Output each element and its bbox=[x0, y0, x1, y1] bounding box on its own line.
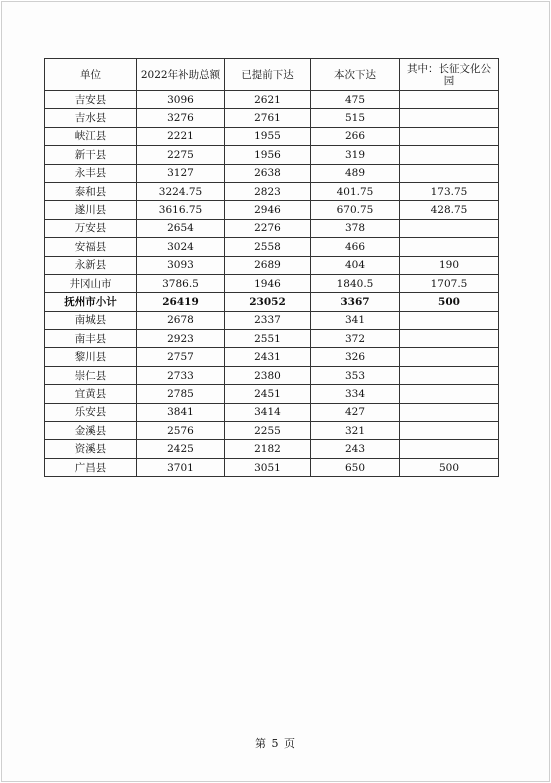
cell-advance: 1946 bbox=[225, 274, 311, 292]
cell-park bbox=[400, 109, 499, 127]
cell-total: 2785 bbox=[137, 385, 225, 403]
cell-park bbox=[400, 348, 499, 366]
cell-park bbox=[400, 91, 499, 109]
cell-unit: 抚州市小计 bbox=[45, 293, 137, 311]
header-row bbox=[45, 59, 499, 91]
cell-unit: 安福县 bbox=[45, 238, 137, 256]
cell-total: 2221 bbox=[137, 127, 225, 145]
cell-total: 3616.75 bbox=[137, 201, 225, 219]
cell-unit: 资溪县 bbox=[45, 440, 137, 458]
table-row bbox=[45, 366, 499, 384]
cell-total: 2576 bbox=[137, 422, 225, 440]
cell-park bbox=[400, 127, 499, 145]
cell-unit: 金溪县 bbox=[45, 422, 137, 440]
table-row bbox=[45, 330, 499, 348]
header-current: 本次下达 bbox=[311, 59, 400, 91]
cell-current: 404 bbox=[311, 256, 400, 274]
table-row bbox=[45, 201, 499, 219]
table-body bbox=[45, 91, 499, 477]
table-header bbox=[45, 59, 499, 91]
cell-current: 650 bbox=[311, 458, 400, 476]
table-row bbox=[45, 127, 499, 145]
cell-park bbox=[400, 440, 499, 458]
cell-park bbox=[400, 219, 499, 237]
cell-park bbox=[400, 238, 499, 256]
cell-advance: 2946 bbox=[225, 201, 311, 219]
cell-unit: 泰和县 bbox=[45, 182, 137, 200]
cell-current: 266 bbox=[311, 127, 400, 145]
cell-park: 1707.5 bbox=[400, 274, 499, 292]
cell-unit: 吉安县 bbox=[45, 91, 137, 109]
cell-current: 334 bbox=[311, 385, 400, 403]
table-row bbox=[45, 182, 499, 200]
cell-current: 466 bbox=[311, 238, 400, 256]
cell-current: 321 bbox=[311, 422, 400, 440]
cell-park: 173.75 bbox=[400, 182, 499, 200]
cell-current: 489 bbox=[311, 164, 400, 182]
cell-current: 1840.5 bbox=[311, 274, 400, 292]
cell-advance: 2638 bbox=[225, 164, 311, 182]
cell-advance: 2558 bbox=[225, 238, 311, 256]
cell-advance: 2761 bbox=[225, 109, 311, 127]
table-row bbox=[45, 311, 499, 329]
cell-unit: 吉水县 bbox=[45, 109, 137, 127]
cell-total: 2923 bbox=[137, 330, 225, 348]
table-row bbox=[45, 348, 499, 366]
cell-advance: 2380 bbox=[225, 366, 311, 384]
cell-total: 3786.5 bbox=[137, 274, 225, 292]
cell-total: 2654 bbox=[137, 219, 225, 237]
cell-advance: 1955 bbox=[225, 127, 311, 145]
cell-park: 428.75 bbox=[400, 201, 499, 219]
cell-unit: 南城县 bbox=[45, 311, 137, 329]
cell-total: 3701 bbox=[137, 458, 225, 476]
cell-total: 2757 bbox=[137, 348, 225, 366]
table-row bbox=[45, 293, 499, 311]
cell-unit: 井冈山市 bbox=[45, 274, 137, 292]
cell-unit: 广昌县 bbox=[45, 458, 137, 476]
cell-park bbox=[400, 311, 499, 329]
table-row bbox=[45, 440, 499, 458]
cell-current: 401.75 bbox=[311, 182, 400, 200]
cell-total: 3093 bbox=[137, 256, 225, 274]
cell-park bbox=[400, 403, 499, 421]
cell-total: 3127 bbox=[137, 164, 225, 182]
cell-park bbox=[400, 330, 499, 348]
cell-park: 500 bbox=[400, 293, 499, 311]
cell-current: 427 bbox=[311, 403, 400, 421]
cell-unit: 乐安县 bbox=[45, 403, 137, 421]
cell-total: 3024 bbox=[137, 238, 225, 256]
table-row bbox=[45, 458, 499, 476]
cell-unit: 新干县 bbox=[45, 146, 137, 164]
cell-total: 2275 bbox=[137, 146, 225, 164]
cell-advance: 2276 bbox=[225, 219, 311, 237]
cell-current: 326 bbox=[311, 348, 400, 366]
table-row bbox=[45, 256, 499, 274]
table-row bbox=[45, 91, 499, 109]
cell-park bbox=[400, 366, 499, 384]
cell-advance: 2255 bbox=[225, 422, 311, 440]
cell-total: 3841 bbox=[137, 403, 225, 421]
cell-current: 378 bbox=[311, 219, 400, 237]
page-number: 第 5 页 bbox=[255, 737, 296, 750]
cell-unit: 南丰县 bbox=[45, 330, 137, 348]
header-advance: 已提前下达 bbox=[225, 59, 311, 91]
header-long-march-park: 其中：长征文化公园 bbox=[400, 59, 499, 91]
cell-advance: 23052 bbox=[225, 293, 311, 311]
table-row bbox=[45, 274, 499, 292]
cell-current: 670.75 bbox=[311, 201, 400, 219]
cell-current: 341 bbox=[311, 311, 400, 329]
subsidy-table bbox=[44, 58, 499, 477]
cell-unit: 永丰县 bbox=[45, 164, 137, 182]
cell-unit: 遂川县 bbox=[45, 201, 137, 219]
cell-unit: 宜黄县 bbox=[45, 385, 137, 403]
cell-advance: 2551 bbox=[225, 330, 311, 348]
table-row bbox=[45, 385, 499, 403]
cell-total: 3276 bbox=[137, 109, 225, 127]
cell-park: 190 bbox=[400, 256, 499, 274]
cell-park bbox=[400, 422, 499, 440]
cell-park bbox=[400, 385, 499, 403]
cell-unit: 黎川县 bbox=[45, 348, 137, 366]
cell-advance: 2451 bbox=[225, 385, 311, 403]
cell-total: 2678 bbox=[137, 311, 225, 329]
cell-advance: 2621 bbox=[225, 91, 311, 109]
cell-total: 3224.75 bbox=[137, 182, 225, 200]
table-row bbox=[45, 238, 499, 256]
cell-advance: 2431 bbox=[225, 348, 311, 366]
cell-advance: 3051 bbox=[225, 458, 311, 476]
cell-unit: 万安县 bbox=[45, 219, 137, 237]
table-row bbox=[45, 109, 499, 127]
cell-current: 353 bbox=[311, 366, 400, 384]
header-unit: 单位 bbox=[45, 59, 137, 91]
cell-park bbox=[400, 164, 499, 182]
cell-advance: 2337 bbox=[225, 311, 311, 329]
table-row bbox=[45, 146, 499, 164]
cell-total: 26419 bbox=[137, 293, 225, 311]
cell-current: 3367 bbox=[311, 293, 400, 311]
cell-current: 515 bbox=[311, 109, 400, 127]
cell-unit: 崇仁县 bbox=[45, 366, 137, 384]
cell-advance: 2182 bbox=[225, 440, 311, 458]
cell-unit: 峡江县 bbox=[45, 127, 137, 145]
cell-unit: 永新县 bbox=[45, 256, 137, 274]
cell-advance: 2689 bbox=[225, 256, 311, 274]
cell-advance: 3414 bbox=[225, 403, 311, 421]
cell-total: 2425 bbox=[137, 440, 225, 458]
cell-park: 500 bbox=[400, 458, 499, 476]
table-row bbox=[45, 422, 499, 440]
table-row bbox=[45, 219, 499, 237]
cell-current: 243 bbox=[311, 440, 400, 458]
table-row bbox=[45, 403, 499, 421]
cell-advance: 1956 bbox=[225, 146, 311, 164]
header-total-2022: 2022年补助总额 bbox=[137, 59, 225, 91]
cell-total: 2733 bbox=[137, 366, 225, 384]
cell-park bbox=[400, 146, 499, 164]
table-row bbox=[45, 164, 499, 182]
cell-total: 3096 bbox=[137, 91, 225, 109]
cell-current: 372 bbox=[311, 330, 400, 348]
cell-current: 319 bbox=[311, 146, 400, 164]
cell-current: 475 bbox=[311, 91, 400, 109]
cell-advance: 2823 bbox=[225, 182, 311, 200]
